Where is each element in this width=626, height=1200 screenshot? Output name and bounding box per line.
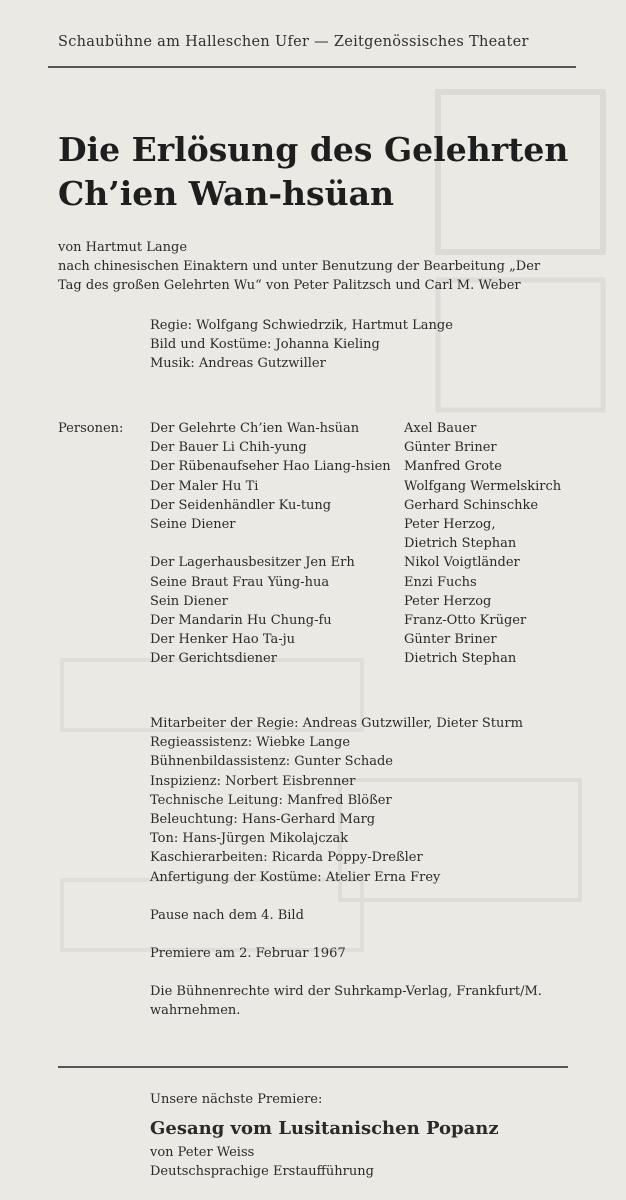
- cast-role: Der Seidenhändler Ku-tung: [150, 497, 332, 513]
- cast-role: Der Lagerhausbesitzer Jen Erh: [150, 555, 355, 571]
- cast-role: Sein Diener: [150, 593, 228, 609]
- cast-row: [150, 592, 580, 611]
- cast-row: [150, 419, 580, 438]
- pause-note: Pause nach dem 4. Bild: [150, 908, 304, 923]
- cast-actor: Günter Briner: [404, 632, 497, 648]
- cast-row: [150, 611, 580, 630]
- credit-direction: Regie: Wolfgang Schwiedrzik, Hartmut Lange: [150, 318, 453, 333]
- cast-role: Der Henker Hao Ta-ju: [150, 632, 296, 648]
- staff-line: Inspizienz: Norbert Eisbrenner: [150, 773, 356, 789]
- production-credits: [150, 316, 453, 373]
- cast-actor: Peter Herzog: [404, 593, 492, 609]
- cast-label: Personen:: [58, 421, 124, 436]
- cast-role: Seine Braut Frau Yüng-hua: [150, 574, 330, 590]
- next-premiere-label: Unsere nächste Premiere:: [150, 1092, 323, 1107]
- cast-row: [150, 457, 580, 476]
- cast-actor: Nikol Voigtländer: [404, 555, 520, 571]
- cast-row: [150, 630, 580, 649]
- author-line: von Hartmut Lange: [58, 240, 188, 255]
- staff-line: Mitarbeiter der Regie: Andreas Gutzwiller, Dieter Sturm: [150, 716, 523, 731]
- cast-row: [150, 534, 580, 553]
- staff-line: Beleuchtung: Hans-Gerhard Marg: [150, 812, 376, 828]
- footer-divider: [58, 1066, 568, 1068]
- cast-row: [150, 438, 580, 457]
- credit-music: Musik: Andreas Gutzwiller: [150, 356, 326, 371]
- cast-list: [150, 419, 580, 668]
- cast-actor: Manfred Grote: [404, 459, 502, 475]
- staff-list: [150, 714, 523, 887]
- cast-row: [150, 477, 580, 496]
- cast-actor: Franz-Otto Krüger: [404, 612, 527, 628]
- cast-actor: Axel Bauer: [404, 421, 477, 436]
- next-premiere-title: Gesang vom Lusitanischen Popanz: [150, 1118, 499, 1139]
- cast-row: [150, 573, 580, 592]
- play-intro: [58, 238, 578, 295]
- next-premiere: [150, 1090, 499, 1181]
- cast-role: Seine Diener: [150, 516, 236, 532]
- production-notes: [150, 906, 570, 1020]
- cast-actor: Gerhard Schinschke: [404, 497, 539, 513]
- staff-line: Technische Leitung: Manfred Blößer: [150, 792, 392, 808]
- theater-header: Schaubühne am Halleschen Ufer — Zeitgenössisches Theater: [58, 34, 529, 50]
- premiere-date: Premiere am 2. Februar 1967: [150, 946, 346, 961]
- header-divider: [48, 66, 576, 68]
- source-line-2: Tag des großen Gelehrten Wu“ von Peter Palitzsch und Carl M. Weber: [58, 278, 521, 293]
- cast-role: Der Gerichtsdiener: [150, 651, 277, 667]
- next-premiere-note: Deutschsprachige Erstaufführung: [150, 1164, 374, 1179]
- staff-line: Bühnenbildassistenz: Gunter Schade: [150, 754, 393, 770]
- cast-row: [150, 515, 580, 534]
- cast-role: Der Mandarin Hu Chung-fu: [150, 612, 332, 628]
- cast-actor: Wolfgang Wermelskirch: [404, 478, 562, 494]
- play-title: [58, 128, 568, 216]
- cast-role: Der Maler Hu Ti: [150, 478, 259, 494]
- cast-actor: Dietrich Stephan: [404, 651, 517, 667]
- rights-line-1: Die Bühnenrechte wird der Suhrkamp-Verlag, Frankfurt/M.: [150, 984, 542, 999]
- play-title-line-1: Die Erlösung des Gelehrten: [58, 130, 569, 169]
- cast-actor: Günter Briner: [404, 440, 497, 456]
- cast-row: [150, 553, 580, 572]
- staff-line: Kaschierarbeiten: Ricarda Poppy-Dreßler: [150, 850, 423, 866]
- cast-row: [150, 496, 580, 515]
- cast-actor: Dietrich Stephan: [404, 536, 517, 552]
- cast-role: Der Bauer Li Chih-yung: [150, 440, 307, 456]
- next-premiere-author: von Peter Weiss: [150, 1145, 255, 1160]
- staff-line: Anfertigung der Kostüme: Atelier Erna Frey: [150, 869, 441, 885]
- cast-actor: Enzi Fuchs: [404, 574, 477, 590]
- play-title-line-2: Ch’ien Wan-hsüan: [58, 174, 394, 213]
- cast-role: Der Gelehrte Ch’ien Wan-hsüan: [150, 421, 360, 436]
- source-line-1: nach chinesischen Einaktern und unter Benutzung der Bearbeitung „Der: [58, 259, 541, 274]
- cast-actor: Peter Herzog,: [404, 516, 496, 532]
- staff-line: Regieassistenz: Wiebke Lange: [150, 735, 351, 751]
- rights-line-2: wahrnehmen.: [150, 1003, 241, 1018]
- cast-row: [150, 649, 580, 668]
- staff-line: Ton: Hans-Jürgen Mikolajczak: [150, 831, 349, 847]
- cast-role: Der Rübenaufseher Hao Liang-hsien: [150, 459, 391, 475]
- credit-design: Bild und Kostüme: Johanna Kieling: [150, 337, 380, 352]
